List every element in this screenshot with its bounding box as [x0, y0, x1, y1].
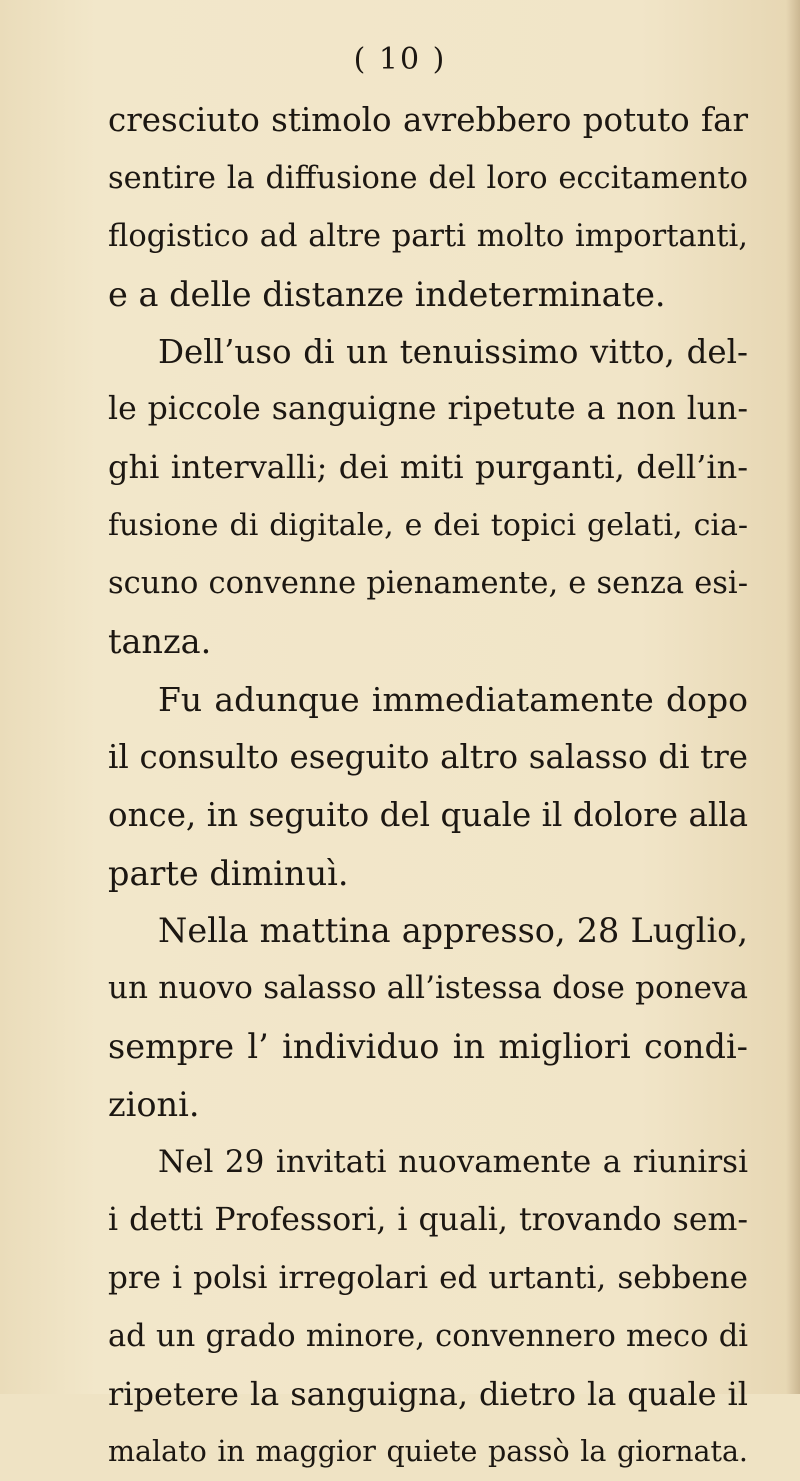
text-line: malato in maggior quiete passò la giornata. — [108, 1435, 748, 1469]
text-line: parte diminuì. — [108, 853, 349, 893]
text-line: Nella mattina appresso, 28 Luglio, — [158, 911, 748, 951]
text-line: Nel 29 invitati nuovamente a riunirsi — [158, 1144, 748, 1181]
text-line: flogistico ad altre parti molto importanti, — [108, 218, 748, 254]
text-line: tanza. — [108, 622, 212, 662]
body-text — [108, 92, 748, 1481]
text-line: ripetere la sanguigna, dietro la quale il — [108, 1374, 748, 1413]
text-line: un nuovo salasso all’istessa dose poneva — [108, 970, 748, 1007]
text-line: sempre l’ individuo in migliori condi- — [108, 1027, 748, 1067]
text-line: i detti Professori, i quali, trovando sem- — [108, 1201, 748, 1238]
text-line: zioni. — [108, 1085, 200, 1125]
text-line: e a delle distanze indeterminate. — [108, 274, 666, 314]
text-line: le piccole sanguigne ripetute a non lun- — [108, 391, 748, 428]
text-line: once, in seguito del quale il dolore alla — [108, 795, 748, 834]
text-line: ghi intervalli; dei miti purganti, dell’in- — [108, 448, 748, 487]
text-line: cresciuto stimolo avrebbero potuto far — [108, 101, 748, 139]
text-line: ad un grado minore, convennero meco di — [108, 1318, 748, 1354]
text-line: pre i polsi irregolari ed urtanti, sebbene — [108, 1259, 748, 1296]
text-line: sentire la diffusione del loro eccitamento — [108, 160, 748, 196]
text-line: Fu adunque immediatamente dopo — [158, 679, 748, 719]
text-line: Dell’uso di un tenuissimo vitto, del- — [158, 332, 748, 371]
text-line: scuno convenne pienamente, e senza esi- — [108, 566, 748, 602]
text-line: fusione di digitale, e dei topici gelati, cia- — [108, 508, 748, 544]
page-number: ( 10 ) — [353, 42, 447, 77]
text-line: il consulto eseguito altro salasso di tre — [108, 737, 748, 776]
page-edge-shadow — [786, 0, 800, 1394]
